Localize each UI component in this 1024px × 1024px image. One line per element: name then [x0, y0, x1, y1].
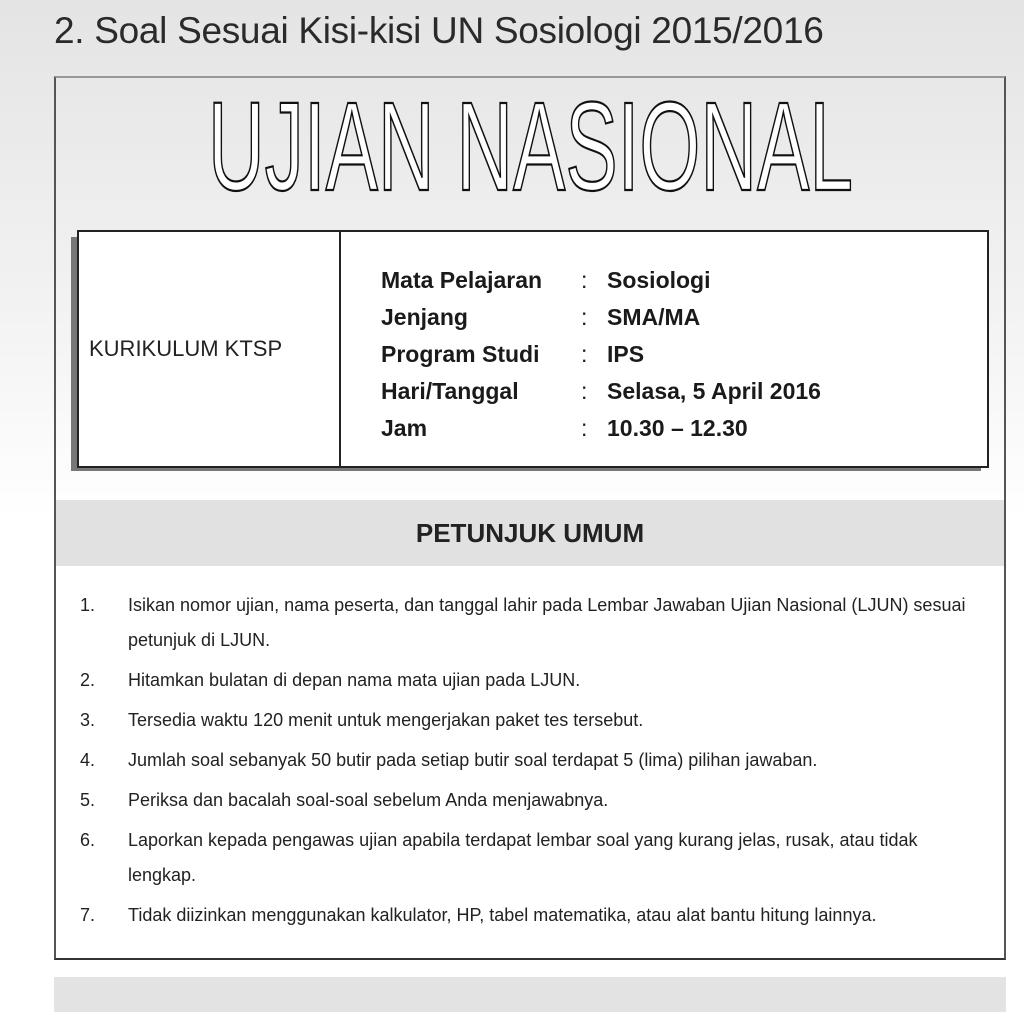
item-number: 2.: [80, 670, 96, 690]
info-value: IPS: [607, 341, 645, 367]
info-sep: :: [581, 378, 588, 404]
instructions-list: [56, 566, 1004, 958]
item-text: Jumlah soal sebanyak 50 butir pada setiap butir soal terdapat 5 (lima) pilihan jawaban.: [128, 750, 818, 770]
list-item: [56, 898, 1004, 933]
item-text: Hitamkan bulatan di depan nama mata ujian pada LJUN.: [128, 670, 581, 690]
curriculum-label: KURIKULUM KTSP: [79, 232, 341, 466]
item-number: 7.: [80, 905, 96, 925]
list-item: [56, 588, 1004, 658]
info-sep: :: [581, 415, 588, 441]
instructions-title: PETUNJUK UMUM: [56, 500, 1004, 566]
exam-cover-page: [54, 76, 1006, 960]
list-item: [56, 783, 1004, 818]
info-label: Jenjang: [381, 304, 468, 330]
item-text: Isikan nomor ujian, nama peserta, dan tanggal lahir pada Lembar Jawaban Ujian Nasional (LJUN) sesuai petunjuk di LJUN.: [128, 595, 966, 650]
banner-title-text: UJIAN NASIONAL: [208, 96, 853, 206]
info-sep: :: [581, 304, 588, 330]
next-section-band: [54, 977, 1006, 1012]
info-row-subject: [381, 262, 821, 299]
item-text: Tersedia waktu 120 menit untuk mengerjakan paket tes tersebut.: [128, 710, 644, 730]
item-text: Periksa dan bacalah soal-soal sebelum Anda menjawabnya.: [128, 790, 609, 810]
list-item: [56, 823, 1004, 893]
list-item: [56, 703, 1004, 738]
item-text: Tidak diizinkan menggunakan kalkulator, HP, tabel matematika, atau alat bantu hitung lainnya.: [128, 905, 877, 925]
info-label: Program Studi: [381, 341, 540, 367]
item-text: Laporkan kepada pengawas ujian apabila terdapat lembar soal yang kurang jelas, rusak, atau tidak lengkap.: [128, 830, 918, 885]
info-sep: :: [581, 341, 588, 367]
item-number: 4.: [80, 750, 96, 770]
exam-info-box: [77, 230, 989, 468]
info-value: Sosiologi: [607, 267, 711, 293]
list-item: [56, 663, 1004, 698]
info-label: Hari/Tanggal: [381, 378, 519, 404]
list-item: [56, 743, 1004, 778]
item-number: 6.: [80, 830, 96, 850]
info-label: Mata Pelajaran: [381, 267, 543, 293]
info-row-time: [381, 410, 821, 447]
info-row-program: [381, 336, 821, 373]
info-row-level: [381, 299, 821, 336]
info-value: 10.30 – 12.30: [607, 415, 748, 441]
banner-title: [206, 96, 866, 206]
page-heading: 2. Soal Sesuai Kisi-kisi UN Sosiologi 2015/2016: [54, 10, 824, 51]
info-label: Jam: [381, 415, 428, 441]
info-value: Selasa, 5 April 2016: [607, 378, 821, 404]
item-number: 5.: [80, 790, 96, 810]
info-value: SMA/MA: [607, 304, 701, 330]
item-number: 3.: [80, 710, 96, 730]
info-row-date: [381, 373, 821, 410]
exam-info-rows: [341, 232, 821, 466]
item-number: 1.: [80, 595, 96, 615]
info-sep: :: [581, 267, 588, 293]
